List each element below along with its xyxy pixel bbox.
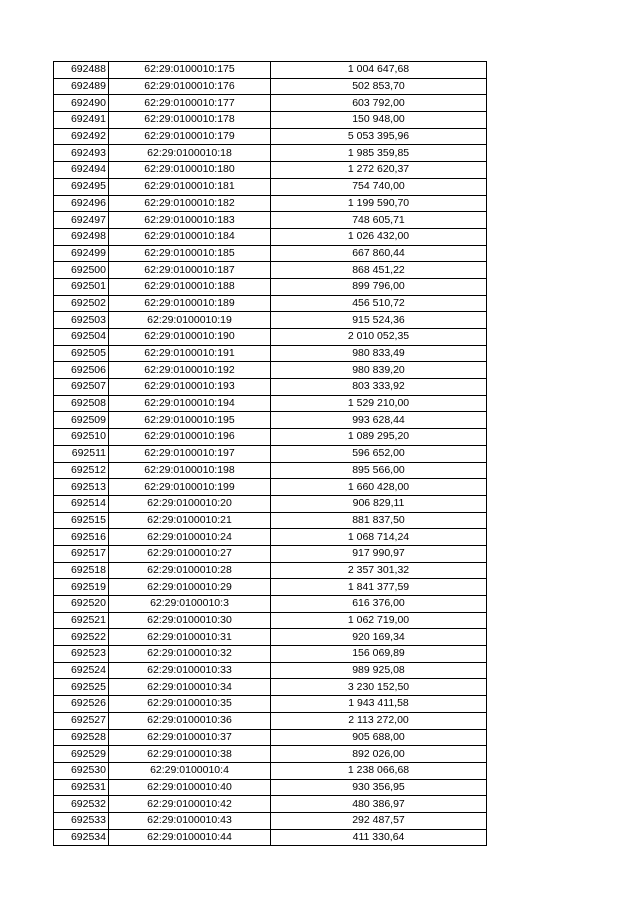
row-number-cell: 692512 (54, 462, 109, 479)
table-row (54, 479, 487, 496)
table-row (54, 596, 487, 613)
cadastral-number-cell: 62:29:0100010:196 (109, 429, 271, 446)
row-number-cell: 692502 (54, 295, 109, 312)
table-row (54, 395, 487, 412)
table-row (54, 829, 487, 846)
cadastral-value-cell: 502 853,70 (271, 78, 487, 95)
row-number-cell: 692531 (54, 779, 109, 796)
cadastral-number-cell: 62:29:0100010:197 (109, 445, 271, 462)
table-row (54, 562, 487, 579)
table-row (54, 62, 487, 79)
table-row (54, 112, 487, 129)
cadastral-number-cell: 62:29:0100010:187 (109, 262, 271, 279)
row-number-cell: 692523 (54, 646, 109, 663)
table-row (54, 495, 487, 512)
cadastral-number-cell: 62:29:0100010:177 (109, 95, 271, 112)
table-row (54, 312, 487, 329)
row-number-cell: 692532 (54, 796, 109, 813)
cadastral-value-cell: 1 660 428,00 (271, 479, 487, 496)
cadastral-value-cell: 1 199 590,70 (271, 195, 487, 212)
cadastral-number-cell: 62:29:0100010:175 (109, 62, 271, 79)
row-number-cell: 692522 (54, 629, 109, 646)
row-number-cell: 692527 (54, 712, 109, 729)
cadastral-number-cell: 62:29:0100010:34 (109, 679, 271, 696)
cadastral-value-cell: 616 376,00 (271, 596, 487, 613)
cadastral-value-cell: 411 330,64 (271, 829, 487, 846)
cadastral-value-cell: 3 230 152,50 (271, 679, 487, 696)
cadastral-number-cell: 62:29:0100010:182 (109, 195, 271, 212)
cadastral-value-cell: 603 792,00 (271, 95, 487, 112)
cadastral-value-cell: 596 652,00 (271, 445, 487, 462)
row-number-cell: 692519 (54, 579, 109, 596)
row-number-cell: 692490 (54, 95, 109, 112)
cadastral-value-cell: 899 796,00 (271, 278, 487, 295)
cadastral-value-cell: 1 089 295,20 (271, 429, 487, 446)
row-number-cell: 692488 (54, 62, 109, 79)
table-row (54, 729, 487, 746)
cadastral-value-cell: 917 990,97 (271, 545, 487, 562)
row-number-cell: 692504 (54, 329, 109, 346)
table-row (54, 462, 487, 479)
table-row (54, 612, 487, 629)
table-row (54, 579, 487, 596)
cadastral-value-cell: 895 566,00 (271, 462, 487, 479)
cadastral-value-cell: 1 272 620,37 (271, 162, 487, 179)
cadastral-value-cell: 1 841 377,59 (271, 579, 487, 596)
cadastral-number-cell: 62:29:0100010:180 (109, 162, 271, 179)
row-number-cell: 692508 (54, 395, 109, 412)
table-row (54, 746, 487, 763)
table-row (54, 95, 487, 112)
row-number-cell: 692510 (54, 429, 109, 446)
cadastral-number-cell: 62:29:0100010:18 (109, 145, 271, 162)
table-row (54, 762, 487, 779)
cadastral-number-cell: 62:29:0100010:24 (109, 529, 271, 546)
table-row (54, 78, 487, 95)
table-body (54, 62, 487, 846)
cadastral-value-cell: 803 333,92 (271, 379, 487, 396)
cadastral-number-cell: 62:29:0100010:198 (109, 462, 271, 479)
table-row (54, 646, 487, 663)
table-row (54, 195, 487, 212)
cadastral-value-cell: 915 524,36 (271, 312, 487, 329)
row-number-cell: 692496 (54, 195, 109, 212)
cadastral-value-cell: 980 839,20 (271, 362, 487, 379)
row-number-cell: 692514 (54, 495, 109, 512)
table-row (54, 379, 487, 396)
cadastral-value-cell: 1 943 411,58 (271, 696, 487, 713)
cadastral-value-cell: 2 010 052,35 (271, 329, 487, 346)
table-row (54, 362, 487, 379)
table-row (54, 779, 487, 796)
row-number-cell: 692497 (54, 212, 109, 229)
cadastral-value-cell: 930 356,95 (271, 779, 487, 796)
table-row (54, 662, 487, 679)
table-row (54, 178, 487, 195)
cadastral-number-cell: 62:29:0100010:192 (109, 362, 271, 379)
row-number-cell: 692528 (54, 729, 109, 746)
cadastral-value-cell: 292 487,57 (271, 812, 487, 829)
cadastral-number-cell: 62:29:0100010:184 (109, 228, 271, 245)
cadastral-number-cell: 62:29:0100010:36 (109, 712, 271, 729)
cadastral-value-cell: 754 740,00 (271, 178, 487, 195)
cadastral-number-cell: 62:29:0100010:188 (109, 278, 271, 295)
table-row (54, 712, 487, 729)
row-number-cell: 692533 (54, 812, 109, 829)
cadastral-number-cell: 62:29:0100010:35 (109, 696, 271, 713)
table-row (54, 796, 487, 813)
cadastral-number-cell: 62:29:0100010:191 (109, 345, 271, 362)
cadastral-value-cell: 993 628,44 (271, 412, 487, 429)
cadastral-value-cell: 905 688,00 (271, 729, 487, 746)
cadastral-number-cell: 62:29:0100010:185 (109, 245, 271, 262)
table-row (54, 228, 487, 245)
row-number-cell: 692489 (54, 78, 109, 95)
cadastral-value-cell: 5 053 395,96 (271, 128, 487, 145)
cadastral-number-cell: 62:29:0100010:181 (109, 178, 271, 195)
cadastral-number-cell: 62:29:0100010:42 (109, 796, 271, 813)
cadastral-number-cell: 62:29:0100010:179 (109, 128, 271, 145)
row-number-cell: 692501 (54, 278, 109, 295)
row-number-cell: 692492 (54, 128, 109, 145)
cadastral-number-cell: 62:29:0100010:20 (109, 495, 271, 512)
row-number-cell: 692524 (54, 662, 109, 679)
table-row (54, 262, 487, 279)
table-row (54, 812, 487, 829)
row-number-cell: 692499 (54, 245, 109, 262)
row-number-cell: 692491 (54, 112, 109, 129)
table-row (54, 329, 487, 346)
table-row (54, 128, 487, 145)
cadastral-value-cell: 868 451,22 (271, 262, 487, 279)
cadastral-number-cell: 62:29:0100010:31 (109, 629, 271, 646)
cadastral-value-cell: 456 510,72 (271, 295, 487, 312)
table-row (54, 212, 487, 229)
cadastral-number-cell: 62:29:0100010:195 (109, 412, 271, 429)
cadastral-value-cell: 156 069,89 (271, 646, 487, 663)
cadastral-number-cell: 62:29:0100010:33 (109, 662, 271, 679)
table-row (54, 245, 487, 262)
table-row (54, 429, 487, 446)
row-number-cell: 692494 (54, 162, 109, 179)
cadastral-value-cell: 1 529 210,00 (271, 395, 487, 412)
row-number-cell: 692495 (54, 178, 109, 195)
row-number-cell: 692509 (54, 412, 109, 429)
cadastral-number-cell: 62:29:0100010:29 (109, 579, 271, 596)
row-number-cell: 692520 (54, 596, 109, 613)
row-number-cell: 692498 (54, 228, 109, 245)
table-row (54, 545, 487, 562)
table-row (54, 145, 487, 162)
row-number-cell: 692507 (54, 379, 109, 396)
row-number-cell: 692518 (54, 562, 109, 579)
table-row (54, 162, 487, 179)
row-number-cell: 692503 (54, 312, 109, 329)
row-number-cell: 692525 (54, 679, 109, 696)
table-row (54, 445, 487, 462)
row-number-cell: 692513 (54, 479, 109, 496)
cadastral-value-cell: 667 860,44 (271, 245, 487, 262)
cadastral-number-cell: 62:29:0100010:194 (109, 395, 271, 412)
table-row (54, 629, 487, 646)
cadastral-value-cell: 2 113 272,00 (271, 712, 487, 729)
cadastral-number-cell: 62:29:0100010:199 (109, 479, 271, 496)
row-number-cell: 692506 (54, 362, 109, 379)
row-number-cell: 692505 (54, 345, 109, 362)
row-number-cell: 692517 (54, 545, 109, 562)
cadastral-number-cell: 62:29:0100010:189 (109, 295, 271, 312)
row-number-cell: 692534 (54, 829, 109, 846)
cadastral-value-cell: 1 026 432,00 (271, 228, 487, 245)
cadastral-number-cell: 62:29:0100010:43 (109, 812, 271, 829)
cadastral-number-cell: 62:29:0100010:193 (109, 379, 271, 396)
table-row (54, 412, 487, 429)
cadastral-value-cell: 1 985 359,85 (271, 145, 487, 162)
row-number-cell: 692493 (54, 145, 109, 162)
cadastral-value-cell: 920 169,34 (271, 629, 487, 646)
cadastral-value-cell: 906 829,11 (271, 495, 487, 512)
cadastral-value-cell: 989 925,08 (271, 662, 487, 679)
cadastral-number-cell: 62:29:0100010:183 (109, 212, 271, 229)
row-number-cell: 692526 (54, 696, 109, 713)
cadastral-value-cell: 150 948,00 (271, 112, 487, 129)
cadastral-value-cell: 1 238 066,68 (271, 762, 487, 779)
cadastral-number-cell: 62:29:0100010:21 (109, 512, 271, 529)
cadastral-number-cell: 62:29:0100010:178 (109, 112, 271, 129)
cadastral-number-cell: 62:29:0100010:19 (109, 312, 271, 329)
cadastral-value-cell: 1 062 719,00 (271, 612, 487, 629)
cadastral-number-cell: 62:29:0100010:37 (109, 729, 271, 746)
cadastral-value-cell: 2 357 301,32 (271, 562, 487, 579)
cadastral-value-cell: 1 004 647,68 (271, 62, 487, 79)
row-number-cell: 692529 (54, 746, 109, 763)
row-number-cell: 692521 (54, 612, 109, 629)
table-row (54, 679, 487, 696)
row-number-cell: 692530 (54, 762, 109, 779)
table-row (54, 529, 487, 546)
row-number-cell: 692516 (54, 529, 109, 546)
table-row (54, 512, 487, 529)
cadastral-number-cell: 62:29:0100010:30 (109, 612, 271, 629)
cadastral-number-cell: 62:29:0100010:44 (109, 829, 271, 846)
cadastral-number-cell: 62:29:0100010:3 (109, 596, 271, 613)
cadastral-value-cell: 748 605,71 (271, 212, 487, 229)
cadastral-value-cell: 892 026,00 (271, 746, 487, 763)
cadastral-value-table (53, 61, 487, 846)
cadastral-number-cell: 62:29:0100010:32 (109, 646, 271, 663)
cadastral-number-cell: 62:29:0100010:28 (109, 562, 271, 579)
cadastral-number-cell: 62:29:0100010:38 (109, 746, 271, 763)
table-row (54, 345, 487, 362)
cadastral-value-cell: 1 068 714,24 (271, 529, 487, 546)
cadastral-number-cell: 62:29:0100010:190 (109, 329, 271, 346)
cadastral-value-cell: 980 833,49 (271, 345, 487, 362)
cadastral-number-cell: 62:29:0100010:40 (109, 779, 271, 796)
cadastral-value-cell: 480 386,97 (271, 796, 487, 813)
row-number-cell: 692500 (54, 262, 109, 279)
table-row (54, 278, 487, 295)
row-number-cell: 692515 (54, 512, 109, 529)
table-row (54, 295, 487, 312)
cadastral-value-cell: 881 837,50 (271, 512, 487, 529)
row-number-cell: 692511 (54, 445, 109, 462)
cadastral-number-cell: 62:29:0100010:27 (109, 545, 271, 562)
cadastral-number-cell: 62:29:0100010:4 (109, 762, 271, 779)
cadastral-number-cell: 62:29:0100010:176 (109, 78, 271, 95)
table-row (54, 696, 487, 713)
